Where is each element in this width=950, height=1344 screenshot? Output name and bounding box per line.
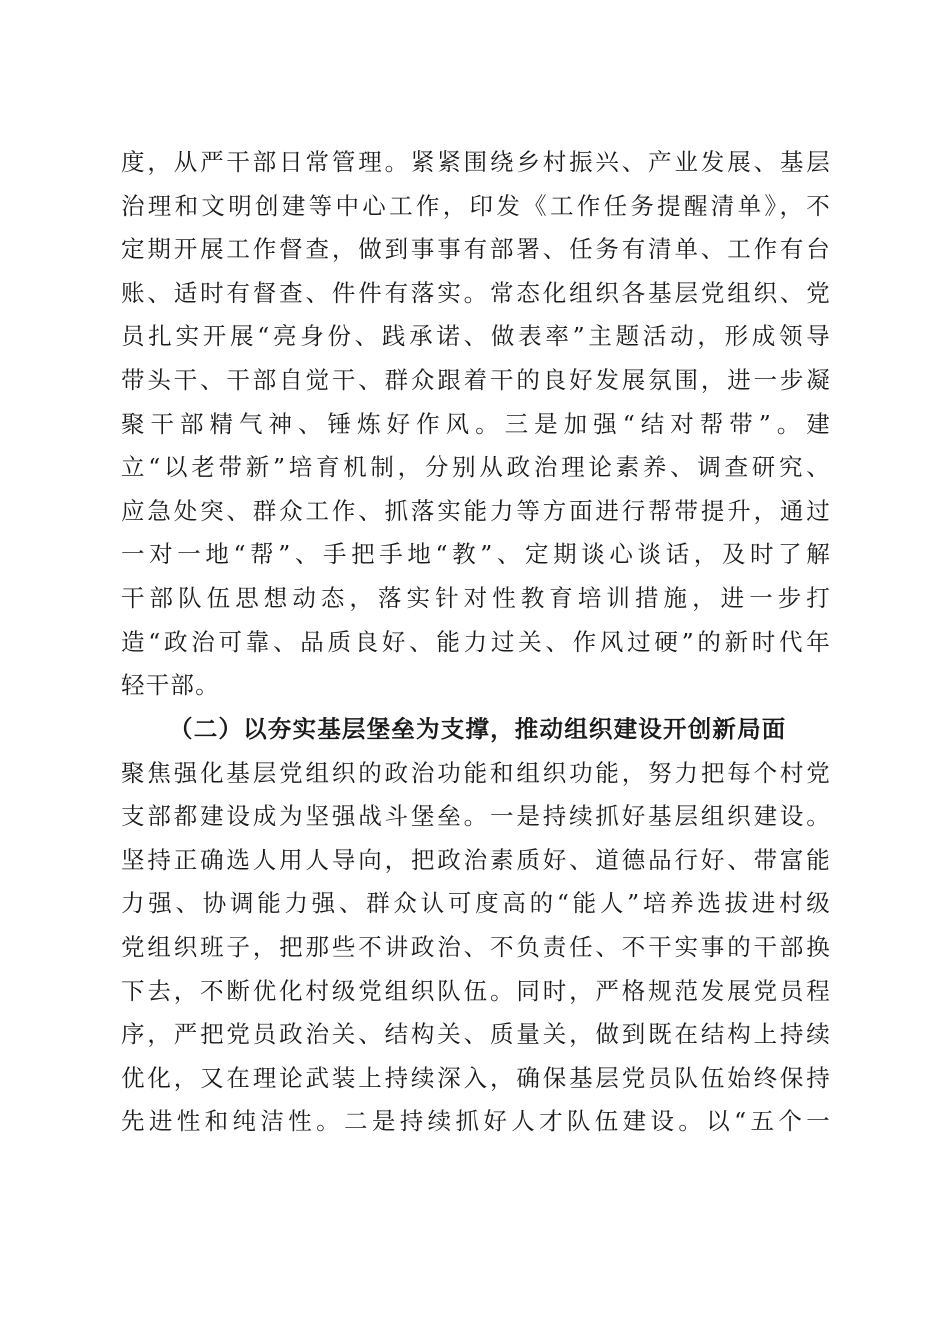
section-heading: （二）以夯实基层堡垒为支撑，推动组织建设开创新局面 bbox=[169, 715, 787, 743]
text-line: 度，从严干部日常管理。紧紧围绕乡村振兴、产业发展、基层 bbox=[121, 148, 831, 176]
section-2 bbox=[121, 708, 831, 1144]
text-line: 造“政治可靠、品质良好、能力过关、作风过硬”的新时代年 bbox=[121, 627, 831, 656]
text-line: 支部都建设成为坚强战斗堡垒。一是持续抓好基层组织建设。 bbox=[121, 802, 831, 831]
text-line: 立“以老带新”培育机制，分别从政治理论素养、调查研究、 bbox=[121, 453, 831, 482]
text-line: 轻干部。 bbox=[121, 671, 220, 700]
text-line: 优化，又在理论武装上持续深入，确保基层党员队伍始终保持 bbox=[121, 1063, 831, 1092]
text-line: 力强、协调能力强、群众认可度高的“能人”培养选拔进村级 bbox=[121, 889, 831, 918]
text-line: 序，严把党员政治关、结构关、质量关，做到既在结构上持续 bbox=[121, 1020, 831, 1049]
text-line: 一对一地“帮”、手把手地“教”、定期谈心谈话，及时了解 bbox=[121, 540, 831, 569]
text-line: 定期开展工作督查，做到事事有部署、任务有清单、工作有台 bbox=[121, 235, 831, 264]
paragraph-1 bbox=[121, 141, 831, 708]
text-line: 账、适时有督查、件件有落实。常态化组织各基层党组织、党 bbox=[121, 278, 831, 307]
text-line: 治理和文明创建等中心工作，印发《工作任务提醒清单》，不 bbox=[121, 191, 831, 220]
text-line: 聚焦强化基层党组织的政治功能和组织功能，努力把每个村党 bbox=[121, 758, 831, 787]
text-line: 下去，不断优化村级党组织队伍。同时，严格规范发展党员程 bbox=[121, 976, 831, 1005]
text-line: 干部队伍思想动态，落实针对性教育培训措施，进一步打 bbox=[121, 583, 831, 612]
text-line: 应急处突、群众工作、抓落实能力等方面进行帮带提升，通过 bbox=[121, 496, 831, 525]
text-line: 带头干、干部自觉干、群众跟着干的良好发展氛围，进一步凝 bbox=[121, 365, 831, 394]
text-line: 党组织班子，把那些不讲政治、不负责任、不干实事的干部换 bbox=[121, 932, 831, 961]
text-line: 聚干部精气神、锤炼好作风。三是加强“结对帮带”。建 bbox=[121, 409, 831, 438]
text-line: 先进性和纯洁性。二是持续抓好人才队伍建设。以“五个一 bbox=[121, 1107, 831, 1136]
text-line: 坚持正确选人用人导向，把政治素质好、道德品行好、带富能 bbox=[121, 845, 831, 874]
text-line: 员扎实开展“亮身份、践承诺、做表率”主题活动，形成领导 bbox=[121, 322, 831, 351]
